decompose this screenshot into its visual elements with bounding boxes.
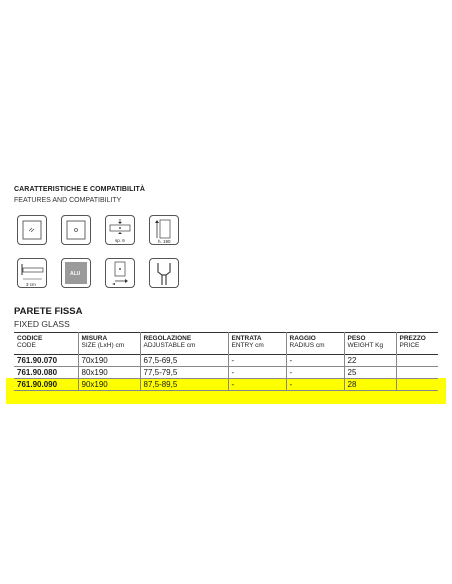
cell-adjustable: 77,5-79,5	[140, 367, 228, 379]
header-adjustable: REGOLAZIONE ADJUSTABLE cm	[140, 333, 228, 355]
header-entry: ENTRATA ENTRY cm	[228, 333, 286, 355]
cell-weight: 28	[344, 379, 396, 391]
cell-price	[396, 367, 438, 379]
header-radius: RAGGIO RADIUS cm	[286, 333, 344, 355]
cell-size: 70x190	[78, 355, 140, 367]
svg-text:sp. 6: sp. 6	[115, 238, 125, 243]
cell-adjustable: 87,5-89,5	[140, 379, 228, 391]
bracket-icon	[149, 258, 179, 288]
svg-text:h. 190: h. 190	[158, 239, 171, 244]
reversible-icon	[105, 258, 135, 288]
profile-size-icon	[17, 258, 47, 288]
cell-entry: -	[228, 355, 286, 367]
svg-text:3 cm: 3 cm	[26, 282, 36, 287]
cell-entry: -	[228, 379, 286, 391]
cell-price	[396, 379, 438, 391]
header-weight: PESO WEIGHT Kg	[344, 333, 396, 355]
aluminium-icon	[61, 258, 91, 288]
features-subtitle: FEATURES AND COMPATIBILITY	[14, 197, 122, 204]
cell-size: 80x190	[78, 367, 140, 379]
glass-clear-icon	[17, 215, 47, 245]
cell-adjustable: 67,5-69,5	[140, 355, 228, 367]
header-price: PREZZO PRICE	[396, 333, 438, 355]
height-icon	[149, 215, 179, 245]
product-title: PARETE FISSA	[14, 306, 83, 317]
cell-weight: 22	[344, 355, 396, 367]
cell-code: 761.90.070	[17, 356, 58, 365]
table-header-row	[14, 333, 438, 355]
features-title: CARATTERISTICHE E COMPATIBILITÀ	[14, 186, 146, 193]
cell-size: 90x190	[78, 379, 140, 391]
header-code: CODICE CODE	[17, 335, 43, 349]
glass-thickness-icon	[105, 215, 135, 245]
svg-text:ALU: ALU	[70, 271, 81, 277]
cell-weight: 25	[344, 367, 396, 379]
table-row	[14, 367, 438, 379]
header-size: MISURA SIZE (LxH) cm	[78, 333, 140, 355]
cell-radius: -	[286, 355, 344, 367]
table-row	[14, 355, 438, 367]
glass-pattern-icon	[61, 215, 91, 245]
product-subtitle: FIXED GLASS	[14, 319, 70, 329]
cell-entry: -	[228, 367, 286, 379]
cell-radius: -	[286, 367, 344, 379]
cell-code: 761.90.080	[17, 368, 58, 377]
cell-code: 761.90.090	[17, 380, 58, 389]
cell-price	[396, 355, 438, 367]
cell-radius: -	[286, 379, 344, 391]
spec-table	[14, 332, 438, 391]
table-row-highlighted	[14, 379, 438, 391]
